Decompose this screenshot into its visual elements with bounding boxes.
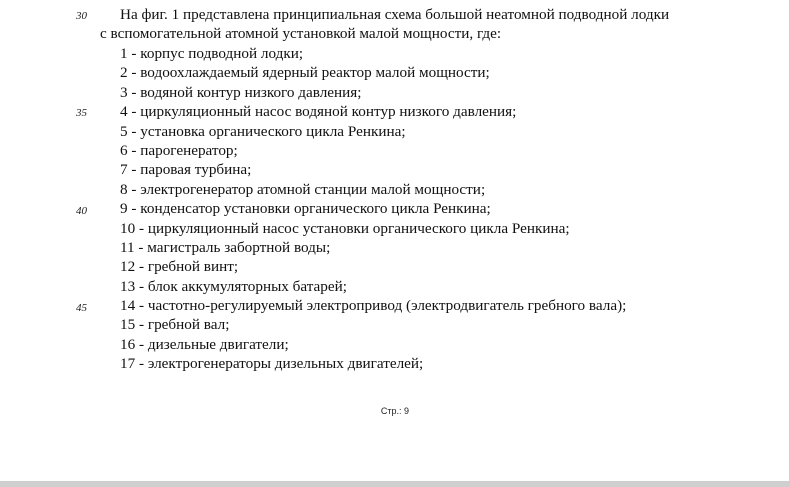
list-item: 2 - водоохлаждаемый ядерный реактор малой мощности; (120, 64, 490, 82)
line-number-30: 30 (76, 10, 87, 22)
list-item: 15 - гребной вал; (120, 316, 230, 334)
page-number: Стр.: 9 (380, 406, 410, 416)
list-item: 3 - водяной контур низкого давления; (120, 83, 362, 101)
list-item: 16 - дизельные двигатели; (120, 335, 289, 353)
list-item: 1 - корпус подводной лодки; (120, 45, 304, 62)
list-item: 13 - блок аккумуляторных батарей; (120, 277, 347, 295)
page-bottom-border (0, 481, 790, 487)
list-item: 17 - электрогенераторы дизельных двигателей; (120, 355, 424, 373)
list-item: 12 - гребной винт; (120, 258, 239, 276)
line-number-40: 40 (76, 205, 87, 217)
list-item: 8 - электрогенератор атомной станции малой мощности; (120, 180, 486, 198)
list-item: 14 - частотно-регулируемый электропривод (электродвигатель гребного вала); (120, 297, 627, 315)
list-item: 5 - установка органического цикла Ренкина; (120, 122, 406, 140)
line-number-35: 35 (76, 107, 87, 119)
list-item: 6 - парогенератор; (120, 141, 238, 159)
list-item: 7 - паровая турбина; (120, 161, 252, 179)
intro-line-1: На фиг. 1 представлена принципиальная схема большой неатомной подводной лодки (120, 6, 670, 23)
line-number-45: 45 (76, 302, 87, 314)
list-item: 9 - конденсатор установки органического цикла Ренкина; (120, 200, 491, 218)
list-item: 10 - циркуляционный насос установки органического цикла Ренкина; (120, 219, 570, 237)
legend-list (120, 44, 626, 374)
intro-paragraph (100, 5, 740, 44)
intro-line-2: с вспомогательной атомной установкой малой мощности, где: (100, 25, 502, 43)
list-item: 4 - циркуляционный насос водяной контур низкого давления; (120, 103, 517, 121)
list-item: 11 - магистраль забортной воды; (120, 238, 331, 256)
